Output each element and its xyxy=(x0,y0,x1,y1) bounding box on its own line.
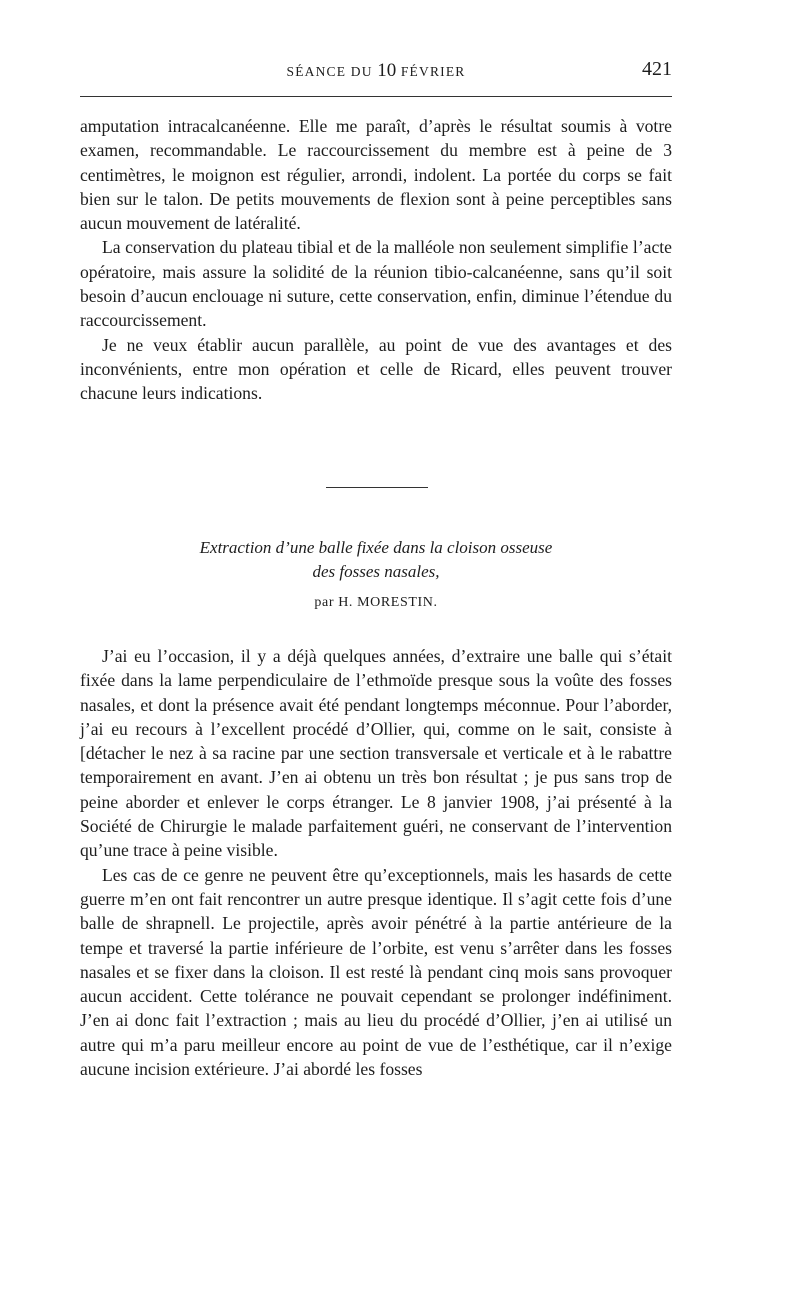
paragraph: Les cas de ce genre ne peuvent être qu’exceptionnels, mais les hasards de cette guerre m’en ont fait rencontrer un autre presque identique. Il s’agit cette fois d’une balle de shrapnell. Le projectile, après avoir pénétré à la partie antérieure de la tempe et traversé la partie inférieure de l’orbite, est venu s’arrêter dans les fosses nasales et se fixer dans la cloison. Il est resté là pendant cinq mois sans provoquer aucun accident. Cette tolérance ne pouvait cependant se prolonger indéfiniment. J’en ai donc fait l’extraction ; mais au lieu du procédé d’Ollier, j’en ai utilisé un autre qui m’a paru meilleur encore au point de vue de l’esthétique, car il n’exige aucune incision extérieure. J’ai abordé les fosses xyxy=(80,864,672,1080)
page-number: 421 xyxy=(642,58,672,80)
running-title-day: 10 xyxy=(377,60,397,81)
article-title xyxy=(80,536,672,584)
article-title-line: Extraction d’une balle fixée dans la cloison osseuse xyxy=(199,538,553,557)
previous-article-text xyxy=(80,114,672,406)
paragraph: amputation intracalcanéenne. Elle me paraît, d’après le résultat soumis à votre examen, recommandable. Le raccourcissement du membre est à peine de 3 centimètres, le moignon est régulier, arrondi, indolent. La portée du corps se fait bien sur le talon. De petits mouvements de flexion sont à peine perceptibles sans aucun mouvement de latéralité. xyxy=(80,116,672,234)
running-head xyxy=(80,58,672,84)
paragraph: J’ai eu l’occasion, il y a déjà quelques années, d’extraire une balle qui s’était fixée dans la lame perpendiculaire de l’ethmoïde presque sous la voûte des fosses nasales, et dont la présence avait été pendant longtemps méconnue. Pour l’aborder, j’ai eu recours à l’excellent procédé d’Ollier, qui, comme on le sait, consiste à [détacher le nez à sa racine par une section transversale et verticale et à le rabattre temporairement en avant. J’en ai obtenu un très bon résultat ; je pus sans trop de peine aborder et enlever le corps étranger. Le 8 janvier 1908, j’ai présenté à la Société de Chirurgie le malade parfaitement guéri, ne conservant de l’intervention qu’une trace à peine visible. xyxy=(80,646,672,861)
running-title xyxy=(80,60,672,82)
header-rule xyxy=(80,96,672,97)
paragraph: La conservation du plateau tibial et de la malléole non seulement simplifie l’acte opératoire, mais assure la solidité de la réunion tibio-calcanéenne, sans qu’il soit besoin d’aucun enclouage ni suture, cette conservation, enfin, diminue l’étendue du raccourcissement. xyxy=(80,237,672,331)
article-body xyxy=(80,644,672,1081)
running-title-pre: SÉANCE DU xyxy=(286,64,378,79)
paragraph: Je ne veux établir aucun parallèle, au point de vue des avantages et des inconvénients, entre mon opération et celle de Ricard, elles peuvent trouver chacune leurs indications. xyxy=(80,334,672,404)
article-title-line: des fosses nasales, xyxy=(312,562,440,581)
section-separator xyxy=(326,487,428,488)
article-author: par H. MORESTIN. xyxy=(314,595,438,610)
running-title-post: FÉVRIER xyxy=(396,64,466,79)
